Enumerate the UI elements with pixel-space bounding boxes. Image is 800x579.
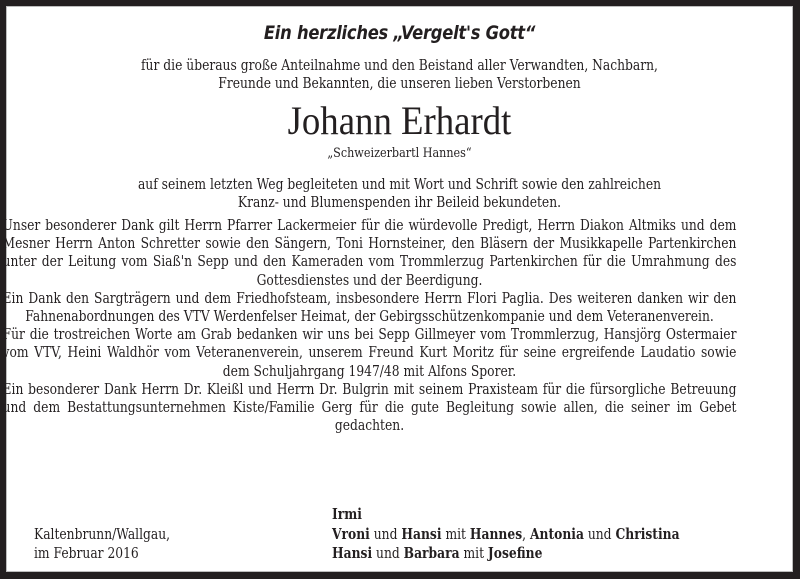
signatory-name: Christina — [615, 524, 680, 543]
nickname: „Schweizerbartl Hannes“ — [327, 146, 472, 161]
conjunction: und — [372, 544, 404, 562]
obituary-notice — [2, 6, 793, 572]
separator: , — [522, 524, 530, 543]
place: Kaltenbrunn/Wallgau, — [34, 525, 171, 543]
signatory-name: Irmi — [332, 505, 362, 523]
followup-line: auf seinem letzten Weg begleiteten und mit Wort und Schrift sowie den zahlreichen — [137, 175, 662, 193]
signatory-name: Hansi — [332, 544, 373, 562]
intro-text — [93, 56, 706, 92]
conjunction: mit — [459, 544, 488, 562]
intro-line: für die überaus große Anteilnahme und den Beistand aller Verwandten, Nachbarn, — [141, 56, 658, 74]
thanks-body — [3, 216, 737, 434]
signatory-line — [332, 505, 680, 525]
signatory-name: Hannes — [469, 524, 523, 543]
thanks-paragraph: Unser besonderer Dank gilt Herrn Pfarrer Lackermeier für die würdevolle Predigt, Herrn Diakon Altmiks und dem Mesner Herrn Anton Schretter sowie den Sängern, Toni Hornsteiner, den Bläsern der Musikkapelle Partenkirchen unter der Leitung vom Siaß'n Sepp und den Kameraden vom Trommlerzug Partenkirchen für die Umrahmung des Gottesdienstes und der Beerdigung. — [2, 216, 737, 289]
conjunction: und — [369, 524, 402, 543]
heading: Ein herzliches „Vergelt's Gott“ — [263, 22, 536, 44]
deceased-name: Johann Erhardt — [287, 98, 512, 143]
signatory-line — [332, 544, 680, 564]
signatory-name: Antonia — [529, 524, 584, 543]
thanks-paragraph: Ein besonderer Dank Herrn Dr. Kleißl und Herrn Dr. Bulgrin mit seinem Praxisteam für die fürsorgliche Betreuung und dem Bestattungsunternehmen Kiste/Familie Gerg für die gute Begleitung sowie allen, die seiner im Gebet gedachten. — [2, 379, 737, 435]
signatory-name: Hansi — [401, 524, 442, 543]
intro-line: Freunde und Bekannten, die unseren lieben Verstorbenen — [218, 74, 581, 92]
signatory-line — [332, 525, 680, 545]
followup-line: Kranz- und Blumenspenden ihr Beileid bekundeten. — [237, 193, 562, 211]
conjunction: und — [583, 524, 616, 543]
conjunction: mit — [441, 524, 470, 543]
thanks-paragraph: Ein Dank den Sargträgern und dem Friedhofsteam, insbesondere Herrn Flori Paglia. Des weiteren danken wir den Fahnenabordnungen des VTV Werdenfelser Heimat, der Gebirgsschützenkompanie und dem Veteranenverein. — [2, 288, 737, 326]
signatories — [332, 505, 680, 564]
signatory-name: Josefine — [487, 544, 543, 562]
followup-text — [93, 175, 706, 211]
signatory-name: Vroni — [332, 524, 370, 543]
place-date — [34, 525, 170, 563]
signatory-name: Barbara — [403, 544, 460, 562]
thanks-paragraph: Für die trostreichen Worte am Grab bedanken wir uns bei Sepp Gillmeyer vom Trommlerzug, Hansjörg Ostermaier vom VTV, Heini Waldhör vom Veteranenverein, unserem Freund Kurt Moritz für seine ergreifende Laudatio sowie dem Schuljahrgang 1947/48 mit Alfons Sporer. — [2, 325, 737, 380]
date: im Februar 2016 — [34, 544, 139, 562]
